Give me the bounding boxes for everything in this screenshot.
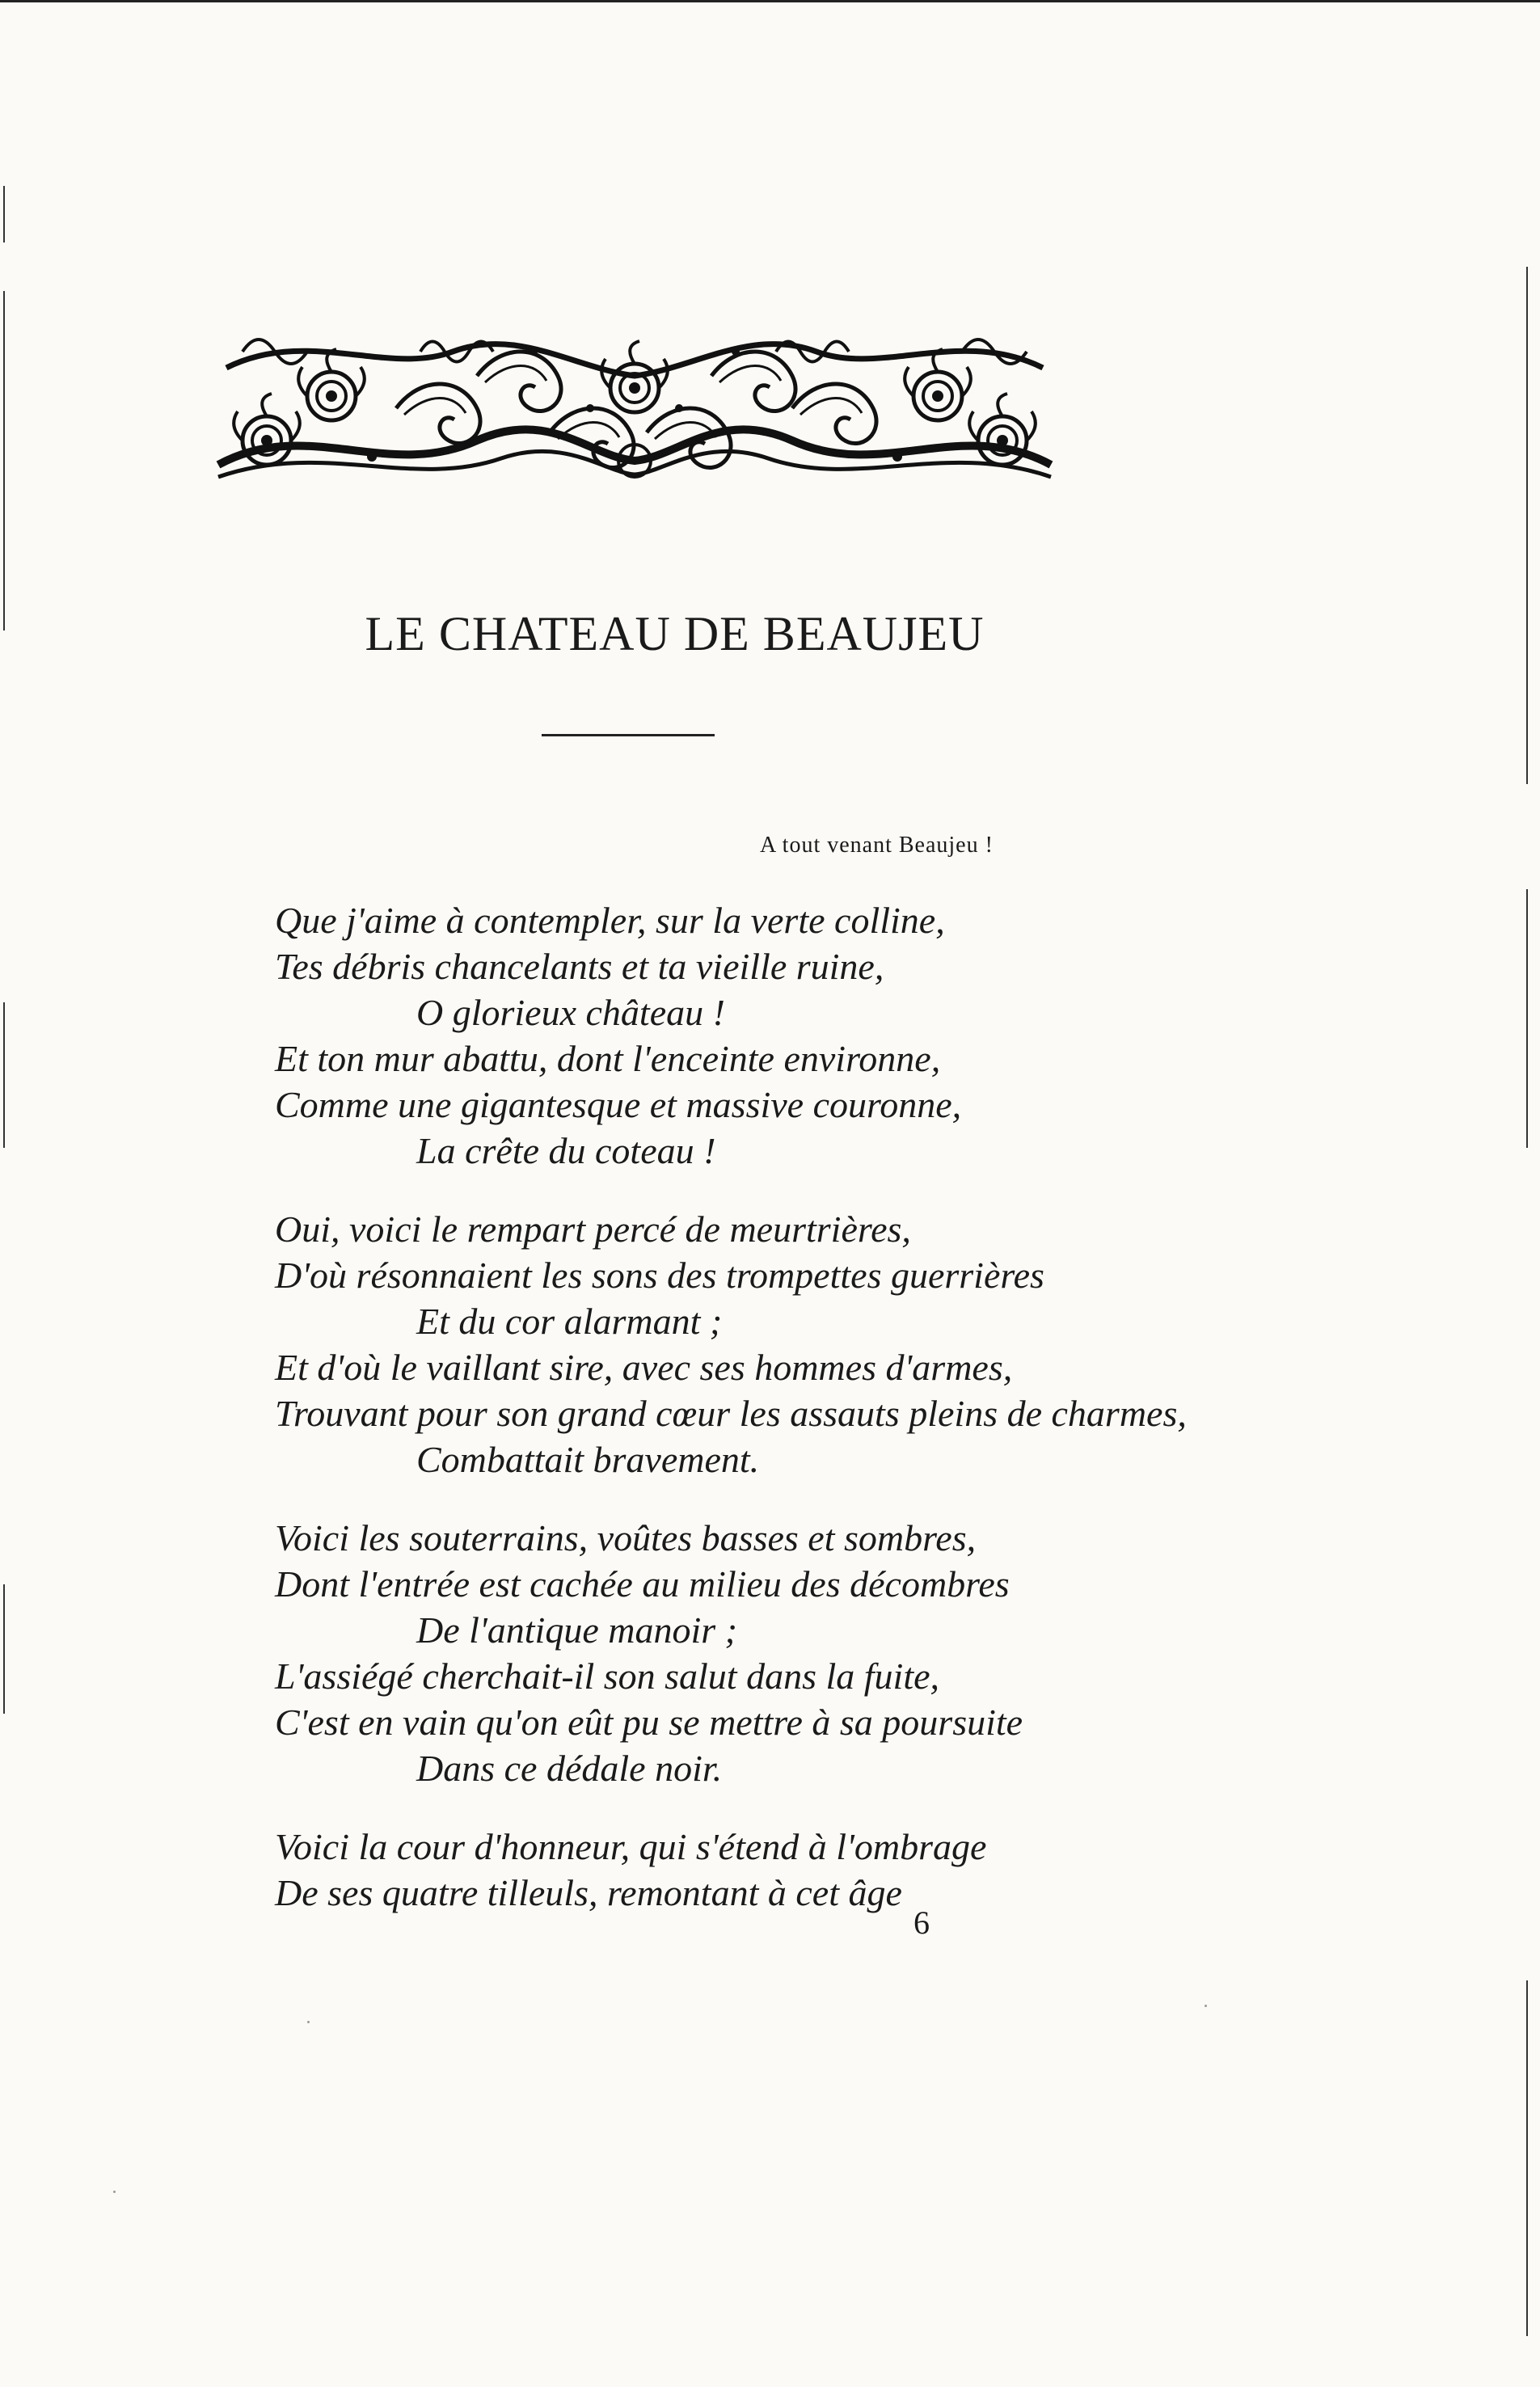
poem-line: Que j'aime à contempler, sur la verte colline, <box>275 900 945 941</box>
left-margin-mark <box>3 1002 5 1148</box>
ornamental-headpiece <box>210 319 1059 489</box>
poem-title: LE CHATEAU DE BEAUJEU <box>365 607 985 660</box>
poem-line: D'où résonnaient les sons des trompettes guerrières <box>275 1255 1044 1296</box>
poem-line: Voici les souterrains, voûtes basses et sombres, <box>275 1517 977 1558</box>
paper-speck <box>1205 2005 1207 2007</box>
top-edge-rule <box>0 0 1540 2</box>
poem-line: De ses quatre tilleuls, remontant à cet âge <box>275 1872 902 1913</box>
paper-speck <box>307 2021 310 2023</box>
poem-line-indented: Et du cor alarmant ; <box>416 1301 723 1342</box>
stanza <box>275 1206 1187 1482</box>
poem-line: Voici la cour d'honneur, qui s'étend à l'ombrage <box>275 1826 987 1867</box>
poem-line-indented: O glorieux château ! <box>416 992 725 1033</box>
poem-line: Dont l'entrée est cachée au milieu des décombres <box>275 1563 1010 1605</box>
poem-line: C'est en vain qu'on eût pu se mettre à sa poursuite <box>275 1702 1023 1743</box>
poem-line-indented: Dans ce dédale noir. <box>416 1748 723 1789</box>
poem-line: L'assiégé cherchait-il son salut dans la fuite, <box>275 1655 940 1697</box>
right-margin-mark <box>1526 267 1528 784</box>
paper-speck <box>113 2191 116 2193</box>
poem-line: Et d'où le vaillant sire, avec ses hommes d'armes, <box>275 1347 1013 1388</box>
right-margin-mark <box>1526 1980 1528 2336</box>
poem-line: Trouvant pour son grand cœur les assauts pleins de charmes, <box>275 1393 1187 1434</box>
poem-line: Tes débris chancelants et ta vieille ruine, <box>275 946 884 987</box>
left-margin-mark <box>3 186 5 242</box>
stanza <box>275 1515 1164 1791</box>
left-margin-mark <box>3 291 5 630</box>
left-margin-mark <box>3 1584 5 1714</box>
stanza <box>275 1824 1164 1916</box>
title-divider <box>542 734 715 736</box>
poem-body <box>275 897 1187 1948</box>
poem-line-indented: De l'antique manoir ; <box>416 1609 737 1651</box>
page-number: 6 <box>913 1904 930 1941</box>
poem-line: Comme une gigantesque et massive couronne, <box>275 1084 962 1125</box>
right-margin-mark <box>1526 889 1528 1148</box>
stanza <box>275 897 1164 1174</box>
poem-line-indented: Combattait bravement. <box>416 1439 760 1480</box>
epigraph: A tout venant Beaujeu ! <box>760 833 994 858</box>
poem-line-indented: La crête du coteau ! <box>416 1130 716 1171</box>
poem-line: Et ton mur abattu, dont l'enceinte environne, <box>275 1038 941 1079</box>
poem-line: Oui, voici le rempart percé de meurtrières, <box>275 1208 911 1250</box>
